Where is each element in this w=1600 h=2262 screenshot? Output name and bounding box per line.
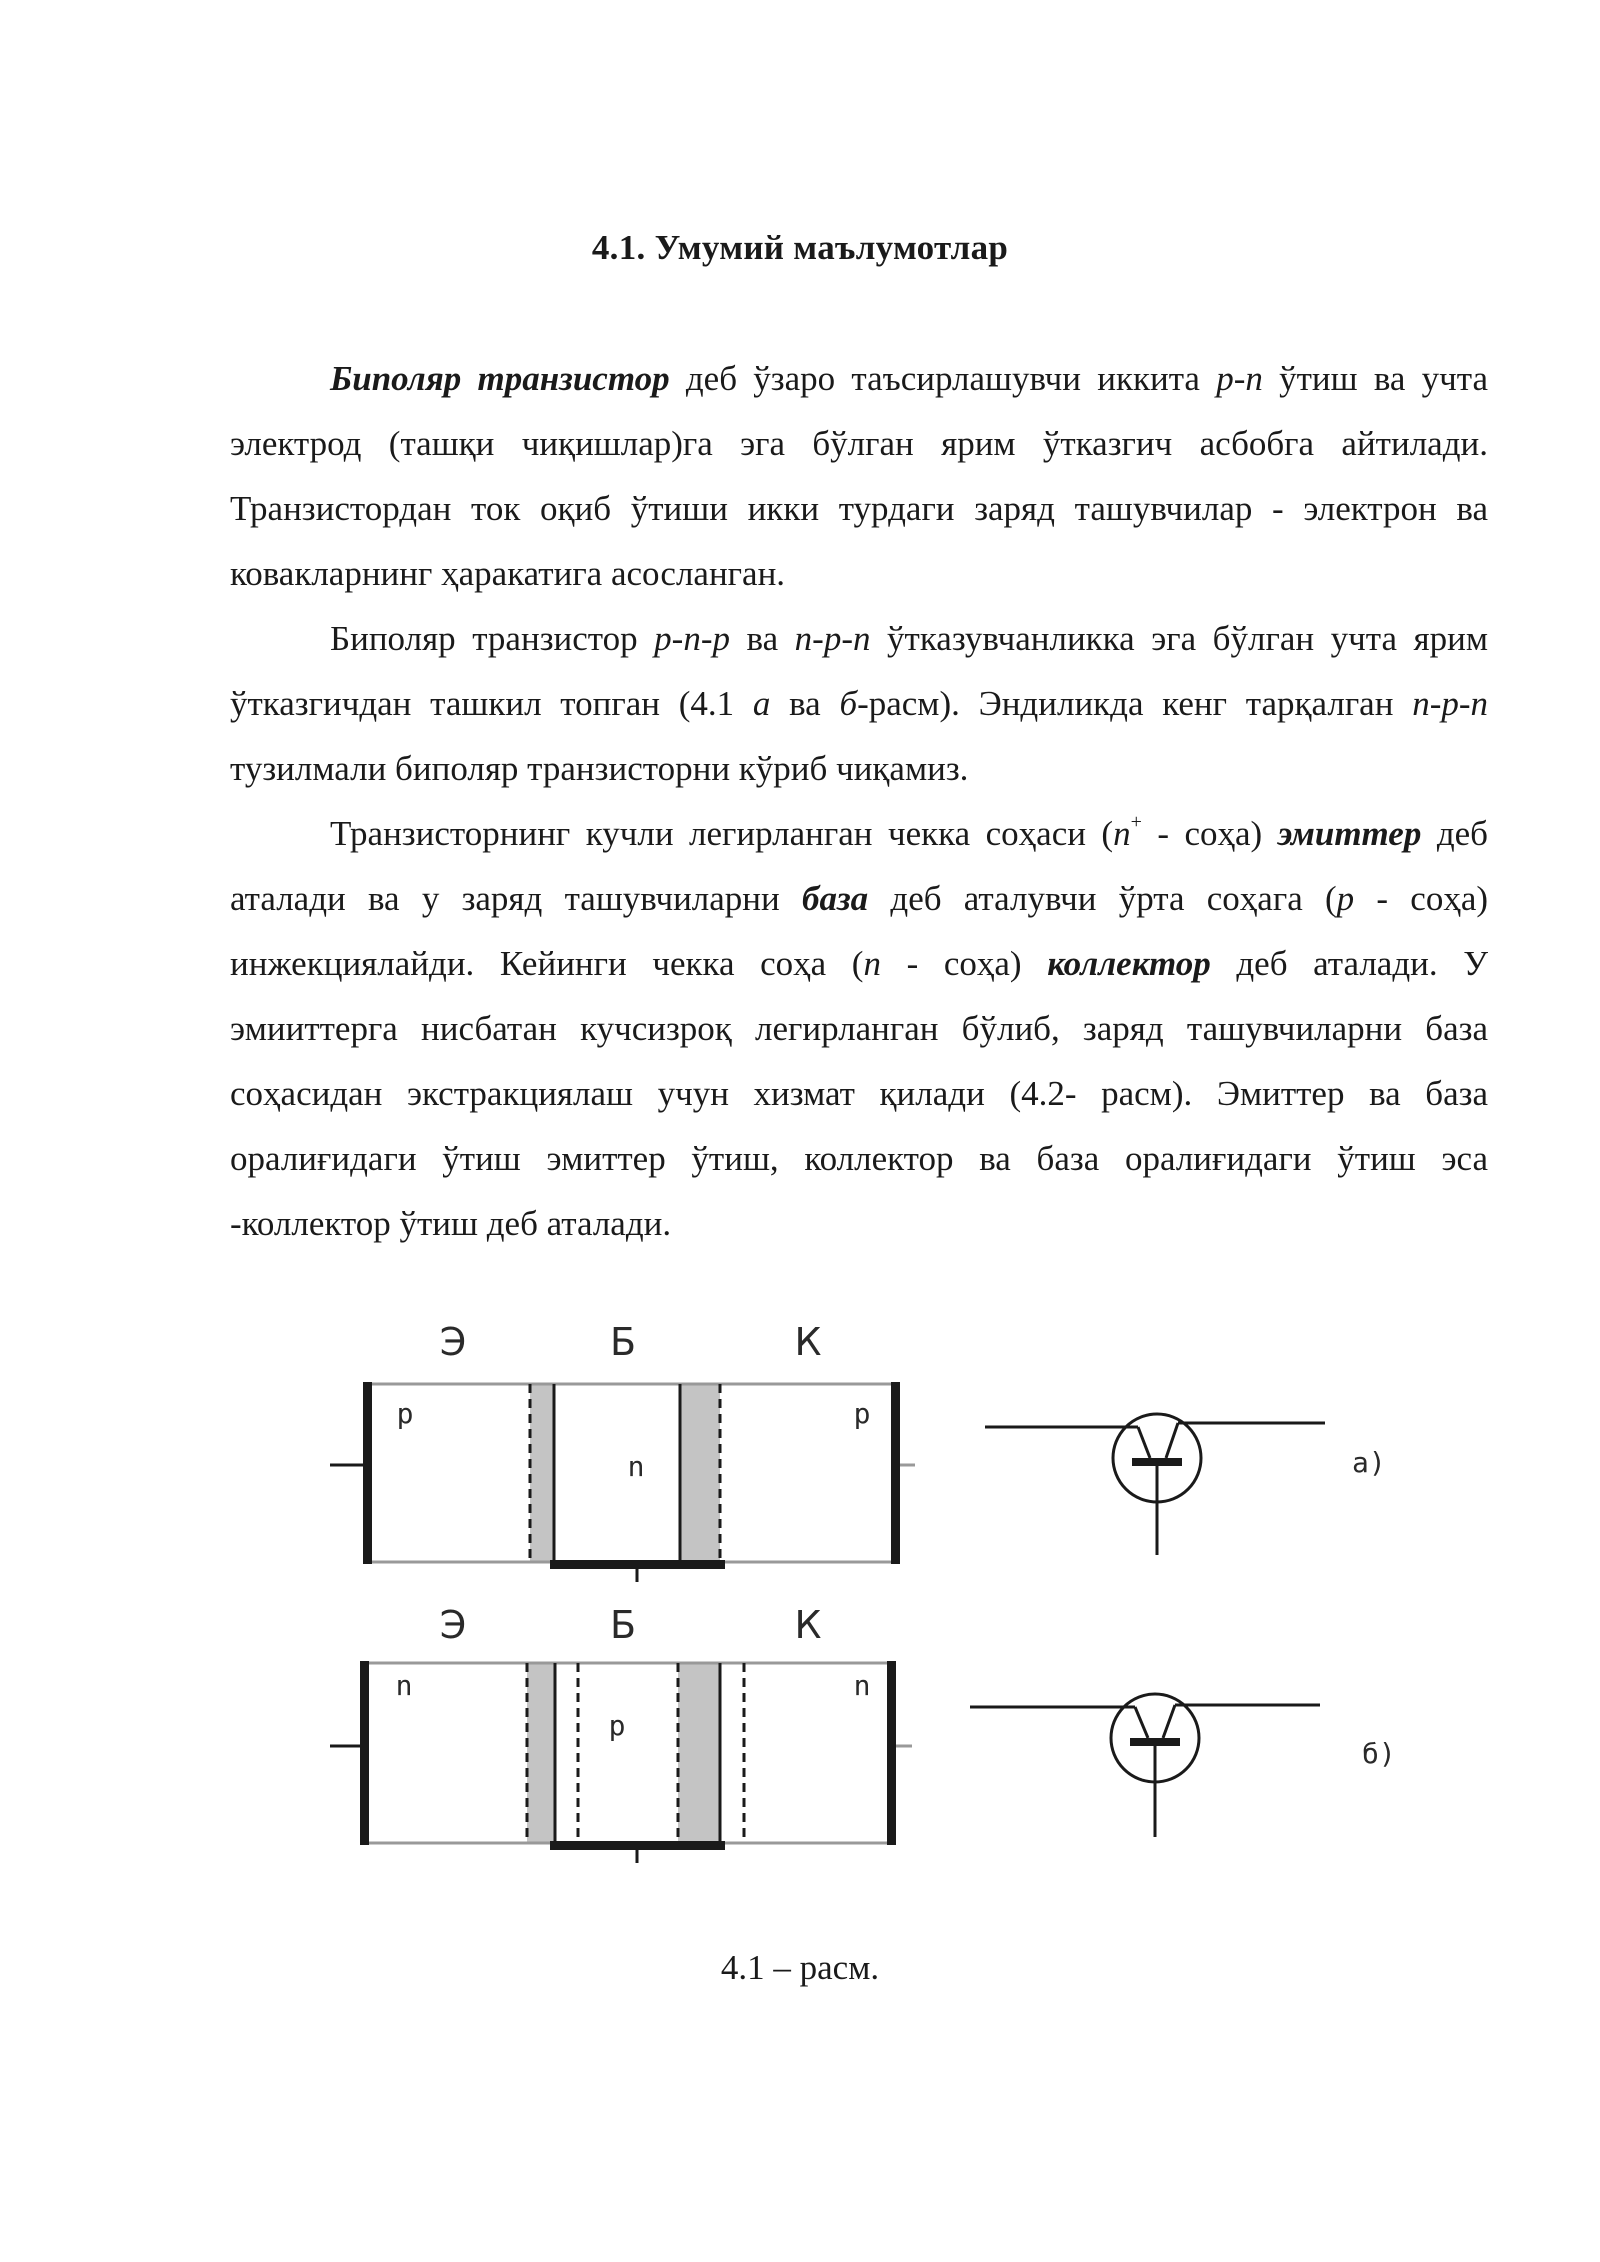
- symbol-line: [1166, 1423, 1178, 1458]
- text-run: Транзисторнинг кучли легирланган чекка соҳаси (: [330, 814, 1114, 853]
- emitter-contact: [360, 1661, 369, 1845]
- text-run: тузилмали биполяр транзисторни кўриб чиқамиз.: [230, 749, 969, 788]
- text-run: ўтказувчанликка эга бўлган учта ярим ўтказгичдан ташкил топган (4.1: [230, 619, 1489, 723]
- text-run-italic: n: [863, 944, 881, 983]
- symbol-line: [1163, 1705, 1175, 1738]
- text-run: деб аталувчи ўрта соҳага (: [868, 879, 1337, 918]
- junction-shade: [678, 1663, 720, 1843]
- symbol-line: [1138, 1427, 1150, 1458]
- junction-shade: [527, 1663, 555, 1843]
- base-label: Б: [609, 1603, 637, 1647]
- section-heading: 4.1. Умумий маълумотлар: [591, 228, 1009, 267]
- term-bipolar-transistor: Биполяр транзистор: [330, 359, 670, 398]
- emitter-contact: [363, 1382, 372, 1564]
- text-run-italic: n: [1113, 814, 1131, 853]
- text-run-italic: p: [1336, 879, 1355, 918]
- text-run: - соҳа) инжекциялайди. Кейинги чекка соҳа (: [230, 879, 1489, 983]
- transistor-figure: [0, 1310, 1600, 1870]
- text-run-italic: б: [839, 684, 858, 723]
- superscript-plus: +: [1130, 811, 1142, 834]
- region-letter: p: [853, 1397, 871, 1430]
- base-label: Б: [609, 1320, 637, 1364]
- text-run: деб аталади ва у заряд ташувчиларни: [230, 814, 1488, 918]
- symbol-label: а): [1352, 1446, 1386, 1479]
- text-run: - соҳа): [1141, 814, 1278, 853]
- symbol-label: б): [1362, 1737, 1396, 1770]
- term-base: база: [802, 879, 869, 918]
- junction-shade: [530, 1384, 554, 1562]
- emitter-label: Э: [439, 1320, 467, 1364]
- collector-contact: [891, 1382, 900, 1564]
- text-run: ва: [729, 619, 795, 658]
- collector-label: К: [794, 1320, 822, 1364]
- paragraph-1: [230, 346, 1488, 606]
- text-run: деб аталади. У эмииттерга нисбатан кучсизроқ легирланган бўлиб, заряд ташувчиларни база соҳасидан экстракциялаш учун хизмат қилади (4.2- расм). Эмиттер ва база оралиғидаги ўтиш эмиттер ўтиш, коллектор ва база оралиғидаги ўтиш эса -коллектор ўтиш деб аталади.: [230, 944, 1489, 1243]
- text-run: Биполяр транзистор: [330, 619, 655, 658]
- text-run: ва: [770, 684, 840, 723]
- region-letter: n: [627, 1450, 645, 1483]
- term-emitter: эмиттер: [1277, 814, 1422, 853]
- symbol-base-bar: [1130, 1738, 1180, 1746]
- paragraph-3: [230, 801, 1488, 1256]
- text-run: - соҳа): [880, 944, 1048, 983]
- text-run: деб ўзаро таъсирлашувчи иккита: [669, 359, 1217, 398]
- npn-structure-diagram: [330, 1603, 912, 1863]
- region-letter: n: [395, 1669, 413, 1702]
- text-run-italic: n-p-n: [794, 619, 871, 658]
- symbol-base-bar: [1132, 1458, 1182, 1466]
- figure-caption: 4.1 – расм.: [720, 1948, 880, 1987]
- collector-label: К: [794, 1603, 822, 1647]
- region-letter: p: [396, 1397, 414, 1430]
- base-contact: [550, 1841, 725, 1850]
- collector-contact: [887, 1661, 896, 1845]
- text-run-italic: p-n-p: [654, 619, 730, 658]
- region-letter: p: [608, 1709, 626, 1742]
- pnp-transistor-symbol: [985, 1414, 1386, 1555]
- region-letter: n: [853, 1669, 871, 1702]
- text-run-italic: а: [752, 684, 771, 723]
- base-contact: [550, 1560, 725, 1569]
- npn-transistor-symbol: [970, 1694, 1396, 1837]
- emitter-label: Э: [439, 1603, 467, 1647]
- text-run-italic: n-p-n: [1412, 684, 1489, 723]
- body-text: [230, 346, 1488, 1256]
- text-run-italic: p-n: [1216, 359, 1263, 398]
- symbol-line: [1135, 1707, 1148, 1738]
- paragraph-2: [230, 606, 1488, 801]
- text-run: -расм). Эндиликда кенг тарқалган: [857, 684, 1413, 723]
- junction-shade: [680, 1384, 720, 1562]
- text-run: ўтиш ва учта электрод (ташқи чиқишлар)га эга бўлган ярим ўтказгич асбобга айтилади. Транзистордан ток оқиб ўтиши икки турдаги заряд ташувчилар - электрон ва ковакларнинг ҳаракатига асосланган.: [230, 359, 1489, 593]
- term-collector: коллектор: [1047, 944, 1211, 983]
- figure-svg: [0, 1310, 1600, 1870]
- pnp-structure-diagram: [330, 1320, 915, 1582]
